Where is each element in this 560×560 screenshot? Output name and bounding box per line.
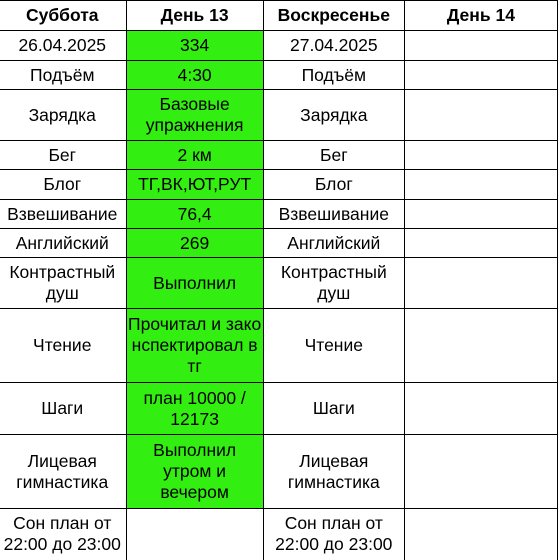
day14-wakeup-cell[interactable] [404, 61, 557, 90]
row-contrast-shower [0, 258, 558, 309]
day14-sleep-cell[interactable] [404, 509, 557, 560]
day13-wakeup-cell[interactable]: 4:30 [126, 61, 263, 90]
header-row [0, 1, 558, 31]
day13-sleep-cell[interactable] [126, 509, 263, 560]
saturday-wakeup-cell[interactable]: Подъём [0, 61, 126, 90]
sunday-sleep-cell[interactable]: Сон план от 22:00 до 23:00 [263, 509, 404, 560]
row-steps [0, 383, 558, 435]
row-wakeup [0, 61, 558, 90]
sunday-face-gym-cell[interactable]: Лицевая гимнастика [263, 435, 404, 509]
saturday-exercise-cell[interactable]: Зарядка [0, 90, 126, 141]
saturday-weighing-cell[interactable]: Взвешивание [0, 200, 126, 229]
saturday-face-gym-cell[interactable]: Лицевая гимнастика [0, 435, 126, 509]
day14-run-cell[interactable] [404, 141, 557, 170]
sunday-steps-cell[interactable]: Шаги [263, 383, 404, 435]
saturday-reading-cell[interactable]: Чтение [0, 309, 126, 383]
day13-weighing-cell[interactable]: 76,4 [126, 200, 263, 229]
row-weighing [0, 200, 558, 229]
sunday-weighing-cell[interactable]: Взвешивание [263, 200, 404, 229]
saturday-sleep-cell[interactable]: Сон план от 22:00 до 23:00 [0, 509, 126, 560]
sunday-date-cell[interactable]: 27.04.2025 [263, 31, 404, 61]
day13-face-gym-cell[interactable]: Выполнил утром и вечером [126, 435, 263, 509]
day14-face-gym-cell[interactable] [404, 435, 557, 509]
day13-steps-cell[interactable]: план 10000 / 12173 [126, 383, 263, 435]
sunday-reading-cell[interactable]: Чтение [263, 309, 404, 383]
day13-date-cell[interactable]: 334 [126, 31, 263, 61]
header-day-13[interactable]: День 13 [126, 1, 263, 31]
sunday-shower-cell[interactable]: Контрастный душ [263, 258, 404, 309]
row-sleep [0, 509, 558, 560]
saturday-steps-cell[interactable]: Шаги [0, 383, 126, 435]
row-english [0, 229, 558, 258]
saturday-shower-cell[interactable]: Контрастный душ [0, 258, 126, 309]
sunday-exercise-cell[interactable]: Зарядка [263, 90, 404, 141]
day14-steps-cell[interactable] [404, 383, 557, 435]
day13-shower-cell[interactable]: Выполнил [126, 258, 263, 309]
day13-english-cell[interactable]: 269 [126, 229, 263, 258]
saturday-english-cell[interactable]: Английский [0, 229, 126, 258]
row-face-gymnastics [0, 435, 558, 509]
day14-blog-cell[interactable] [404, 170, 557, 200]
day14-shower-cell[interactable] [404, 258, 557, 309]
row-exercise [0, 90, 558, 141]
day13-reading-cell[interactable]: Прочитал и законспектировал в тг [126, 309, 263, 383]
row-blog [0, 170, 558, 200]
day13-run-cell[interactable]: 2 км [126, 141, 263, 170]
day14-date-cell[interactable] [404, 31, 557, 61]
sunday-run-cell[interactable]: Бег [263, 141, 404, 170]
day14-english-cell[interactable] [404, 229, 557, 258]
row-run [0, 141, 558, 170]
sunday-english-cell[interactable]: Английский [263, 229, 404, 258]
day14-reading-cell[interactable] [404, 309, 557, 383]
header-sunday[interactable]: Воскресенье [263, 1, 404, 31]
day13-blog-cell[interactable]: ТГ,ВК,ЮТ,РУТ [126, 170, 263, 200]
row-date [0, 31, 558, 61]
saturday-run-cell[interactable]: Бег [0, 141, 126, 170]
sunday-blog-cell[interactable]: Блог [263, 170, 404, 200]
sunday-wakeup-cell[interactable]: Подъём [263, 61, 404, 90]
saturday-blog-cell[interactable]: Блог [0, 170, 126, 200]
day14-exercise-cell[interactable] [404, 90, 557, 141]
day14-weighing-cell[interactable] [404, 200, 557, 229]
header-day-14[interactable]: День 14 [404, 1, 557, 31]
row-reading [0, 309, 558, 383]
saturday-date-cell[interactable]: 26.04.2025 [0, 31, 126, 61]
day13-exercise-cell[interactable]: Базовые упражнения [126, 90, 263, 141]
header-saturday[interactable]: Суббота [0, 1, 126, 31]
